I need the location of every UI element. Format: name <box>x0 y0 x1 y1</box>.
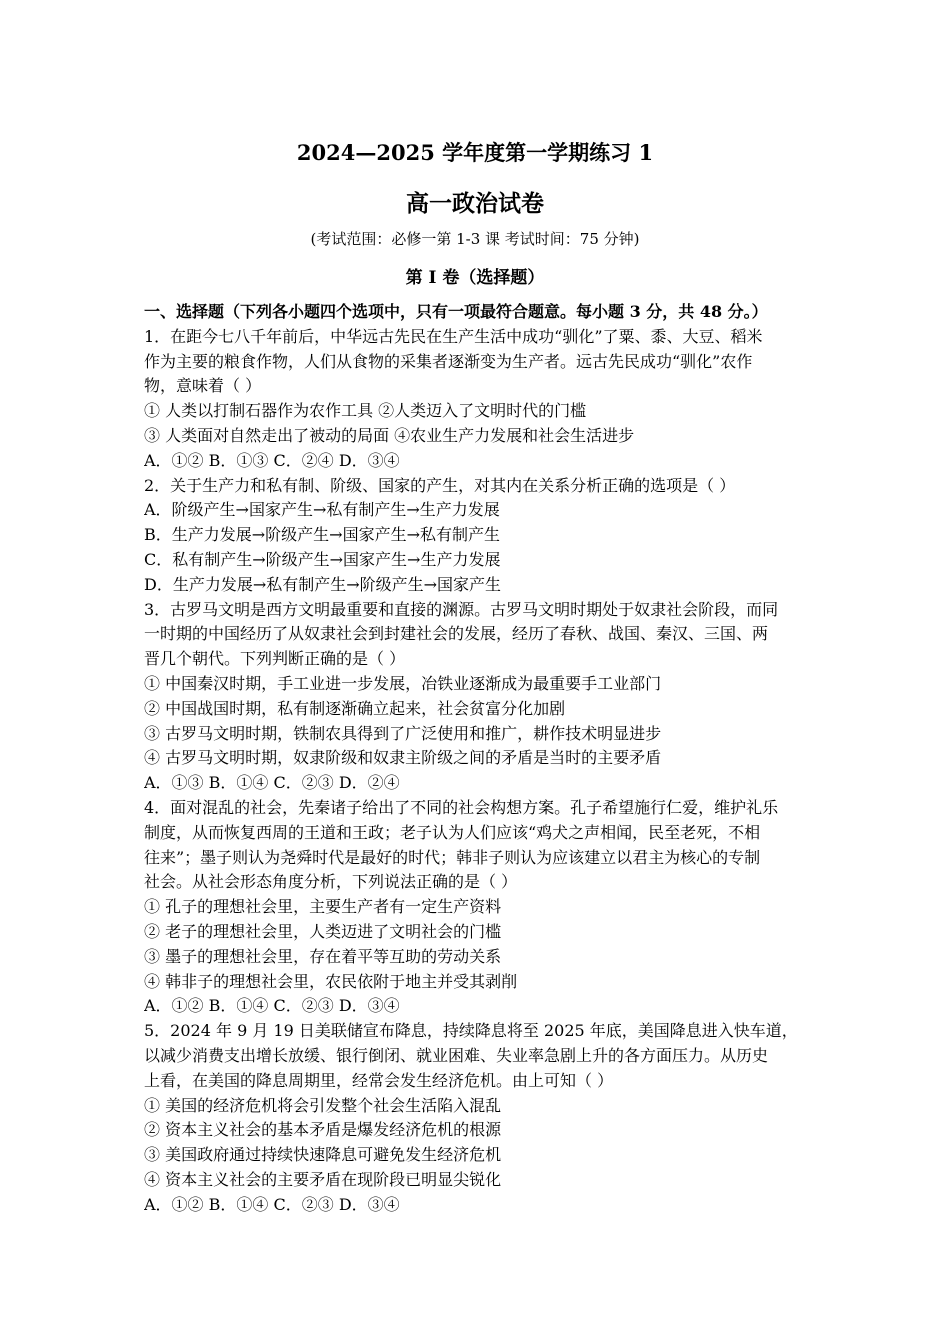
q5-stem-line: 以减少消费支出增长放缓、银行倒闭、就业困难、失业率急剧上升的各方面压力。从历史 <box>144 1045 769 1065</box>
q1-stem-line: 1．在距今七八千年前后，中华远古先民在生产生活中成功“驯化”了粟、黍、大豆、稻米 <box>144 326 763 346</box>
q2-option-a: A．阶级产生→国家产生→私有制产生→生产力发展 <box>144 500 500 520</box>
q1-stem-line: 物，意味着（ ） <box>144 376 262 396</box>
exam-title: 2024—2025 学年度第一学期练习 1 <box>296 140 654 165</box>
exam-scope: (考试范围：必修一第 1-3 课 考试时间：75 分钟) <box>310 230 640 248</box>
question-body <box>144 300 812 1217</box>
q4-stem-line: 制度，从而恢复西周的王道和王政；老子认为人们应该“鸡犬之声相闻，民至老死，不相 <box>144 822 761 842</box>
q5-stem-line: 5．2024 年 9 月 19 日美联储宣布降息，持续降息将至 2025 年底，美国降息进入快车道， <box>144 1021 798 1041</box>
q4-statement: ② 老子的理想社会里，人类迈进了文明社会的门槛 <box>144 921 502 941</box>
q1-stem-line: 作为主要的粮食作物，人们从食物的采集者逐渐变为生产者。远古先民成功“驯化”农作 <box>144 351 753 371</box>
q4-stem-line: 4．面对混乱的社会，先秦诸子给出了不同的社会构想方案。孔子希望施行仁爱，维护礼乐 <box>144 797 779 817</box>
q5-statement: ① 美国的经济危机将会引发整个社会生活陷入混乱 <box>144 1095 502 1115</box>
q3-statement: ② 中国战国时期，私有制逐渐确立起来，社会贫富分化加剧 <box>144 698 566 718</box>
q3-answer-options: A．①③ B．①④ C．②③ D．②④ <box>144 773 400 793</box>
q4-stem-line: 社会。从社会形态角度分析，下列说法正确的是（ ） <box>144 872 518 892</box>
q4-stem-line: 往来”；墨子则认为尧舜时代是最好的时代；韩非子则认为应该建立以君主为核心的专制 <box>144 847 761 867</box>
q3-statement: ① 中国秦汉时期，手工业进一步发展，冶铁业逐渐成为最重要手工业部门 <box>144 673 662 693</box>
q5-statement: ② 资本主义社会的基本矛盾是爆发经济危机的根源 <box>144 1120 502 1140</box>
q1-statement: ③ 人类面对自然走出了被动的局面 ④农业生产力发展和社会生活进步 <box>144 425 635 445</box>
q3-stem-line: 晋几个朝代。下列判断正确的是（ ） <box>144 649 406 669</box>
volume-heading: 第 I 卷（选择题） <box>405 268 545 288</box>
q4-statement: ④ 韩非子的理想社会里，农民依附于地主并受其剥削 <box>144 971 518 991</box>
q2-option-c: C．私有制产生→阶级产生→国家产生→生产力发展 <box>144 549 501 569</box>
q2-option-b: B．生产力发展→阶级产生→国家产生→私有制产生 <box>144 525 500 545</box>
section-heading: 一、选择题（下列各小题四个选项中，只有一项最符合题意。每小题 3 分，共 48 分。） <box>144 302 768 321</box>
q2-option-d: D．生产力发展→私有制产生→阶级产生→国家产生 <box>144 574 502 594</box>
q3-statement: ③ 古罗马文明时期，铁制农具得到了广泛使用和推广，耕作技术明显进步 <box>144 723 662 743</box>
q3-statement: ④ 古罗马文明时期，奴隶阶级和奴隶主阶级之间的矛盾是当时的主要矛盾 <box>144 748 662 768</box>
q5-statement: ④ 资本主义社会的主要矛盾在现阶段已明显尖锐化 <box>144 1169 502 1189</box>
q3-stem-line: 一时期的中国经历了从奴隶社会到封建社会的发展，经历了春秋、战国、秦汉、三国、两 <box>144 624 769 644</box>
q4-answer-options: A．①② B．①④ C．②③ D．③④ <box>144 996 400 1016</box>
q5-answer-options: A．①② B．①④ C．②③ D．③④ <box>144 1194 400 1214</box>
q4-statement: ③ 墨子的理想社会里，存在着平等互助的劳动关系 <box>144 946 502 966</box>
q1-answer-options: A．①② B．①③ C．②④ D．③④ <box>144 450 400 470</box>
q5-stem-line: 上看，在美国的降息周期里，经常会发生经济危机。由上可知（ ） <box>144 1070 614 1090</box>
q3-stem-line: 3．古罗马文明是西方文明最重要和直接的渊源。古罗马文明时期处于奴隶社会阶段，而同 <box>144 599 779 619</box>
q5-statement: ③ 美国政府通过持续快速降息可避免发生经济危机 <box>144 1145 502 1165</box>
q2-stem-line: 2．关于生产力和私有制、阶级、国家的产生，对其内在关系分析正确的选项是（ ） <box>144 475 736 495</box>
q4-statement: ① 孔子的理想社会里，主要生产者有一定生产资料 <box>144 897 502 917</box>
q1-statement: ① 人类以打制石器作为农作工具 ②人类迈入了文明时代的门槛 <box>144 401 587 421</box>
exam-subtitle: 高一政治试卷 <box>406 190 544 217</box>
